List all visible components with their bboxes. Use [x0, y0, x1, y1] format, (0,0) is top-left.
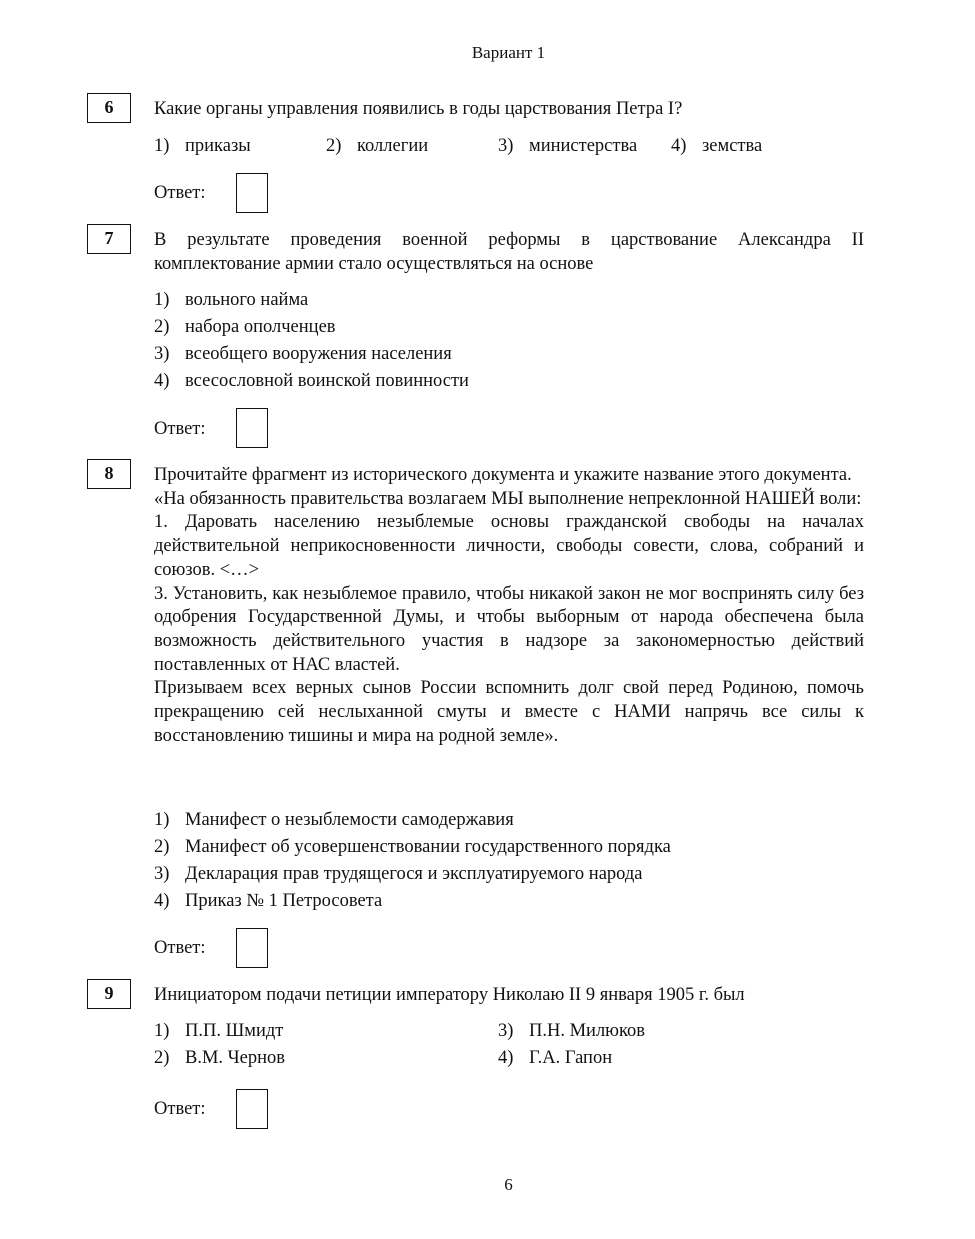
document-quote-point-1: 1. Даровать населению незыблемые основы гражданской свободы на началах действительной неприкосновенности личности, свободы совести, слова, собраний и союзов. <…> [154, 512, 864, 580]
option-text: П.Н. Милюков [529, 1021, 646, 1041]
option-text: всесословной воинской повинности [185, 371, 469, 391]
question-7-stem [154, 229, 864, 276]
option-number: 4) [671, 136, 687, 156]
q7-option-3 [154, 343, 452, 366]
page-header: Вариант 1 [471, 43, 546, 62]
answer-input-8[interactable] [236, 928, 268, 968]
question-7-stem-text: В результате проведения военной реформы в царствование Александра II комплектование армии стало осуществляться на основе [154, 230, 864, 274]
option-text: П.П. Шмидт [185, 1021, 284, 1041]
answer-label: Ответ: [154, 1099, 206, 1119]
option-number: 4) [154, 891, 170, 911]
question-number-8: 8 [87, 459, 131, 489]
answer-label: Ответ: [154, 938, 206, 958]
question-8-stem-text: Прочитайте фрагмент из исторического документа и укажите название этого документа. [154, 465, 852, 485]
option-text: земства [702, 136, 763, 156]
option-text: Декларация прав трудящегося и эксплуатируемого народа [185, 864, 643, 884]
document-quote-intro: «На обязанность правительства возлагаем МЫ выполнение непреклонной НАШЕЙ воли: [154, 488, 862, 509]
q8-option-3 [154, 863, 643, 886]
q8-option-4 [154, 890, 382, 913]
document-quote-appeal: Призываем всех верных сынов России вспомнить долг свой перед Родиною, помочь прекращению сей неслыханной смуты и вместе с НАМИ напрячь все силы к восстановлению тишины и мира на родной земле». [154, 678, 864, 746]
page-number: 6 [504, 1175, 513, 1194]
option-number: 4) [498, 1048, 514, 1068]
option-text: Г.А. Гапон [529, 1048, 613, 1068]
document-quote-point-3: 3. Установить, как незыблемое правило, чтобы никакой закон не мог воспринять силу без одобрения Государственной Думы, и чтобы выборным от народа обеспечена была возможность действительного участия в надзоре за закономерностью действий поставленных от НАС властей. [154, 583, 864, 675]
answer-label: Ответ: [154, 183, 206, 203]
option-number: 3) [154, 864, 170, 884]
option-text: набора ополченцев [185, 317, 336, 337]
question-number-6: 6 [87, 93, 131, 123]
q6-option-4 [671, 135, 762, 158]
option-number: 1) [154, 136, 170, 156]
answer-input-9[interactable] [236, 1089, 268, 1129]
option-number: 1) [154, 1021, 170, 1041]
q8-option-1 [154, 809, 514, 832]
answer-label: Ответ: [154, 419, 206, 439]
option-number: 2) [154, 837, 170, 857]
answer-input-6[interactable] [236, 173, 268, 213]
q6-option-3 [498, 135, 637, 158]
q9-option-1 [154, 1020, 283, 1043]
option-number: 4) [154, 371, 170, 391]
q7-option-1 [154, 289, 308, 312]
option-text: Манифест о незыблемости самодержавия [185, 810, 514, 830]
q6-option-2 [326, 135, 428, 158]
q7-option-2 [154, 316, 336, 339]
option-number: 2) [154, 317, 170, 337]
option-number: 1) [154, 810, 170, 830]
option-text: Манифест об усовершенствовании государственного порядка [185, 837, 671, 857]
question-8-stem [154, 464, 864, 748]
option-text: всеобщего вооружения населения [185, 344, 452, 364]
option-text: вольного найма [185, 290, 309, 310]
q6-option-1 [154, 135, 251, 158]
question-9-stem: Инициатором подачи петиции императору Николаю II 9 января 1905 г. был [154, 985, 745, 1005]
option-text: В.М. Чернов [185, 1048, 286, 1068]
option-number: 2) [154, 1048, 170, 1068]
question-6-stem: Какие органы управления появились в годы царствования Петра I? [154, 99, 683, 119]
option-number: 2) [326, 136, 342, 156]
question-number-9: 9 [87, 979, 131, 1009]
question-number-7: 7 [87, 224, 131, 254]
q7-option-4 [154, 370, 469, 393]
option-number: 3) [498, 1021, 514, 1041]
answer-input-7[interactable] [236, 408, 268, 448]
option-number: 1) [154, 290, 170, 310]
option-text: приказы [185, 136, 251, 156]
option-text: коллегии [357, 136, 429, 156]
q9-option-4 [498, 1047, 612, 1070]
option-number: 3) [498, 136, 514, 156]
option-text: министерства [529, 136, 638, 156]
option-text: Приказ № 1 Петросовета [185, 891, 383, 911]
q8-option-2 [154, 836, 671, 859]
q9-option-3 [498, 1020, 645, 1043]
option-number: 3) [154, 344, 170, 364]
q9-option-2 [154, 1047, 285, 1070]
